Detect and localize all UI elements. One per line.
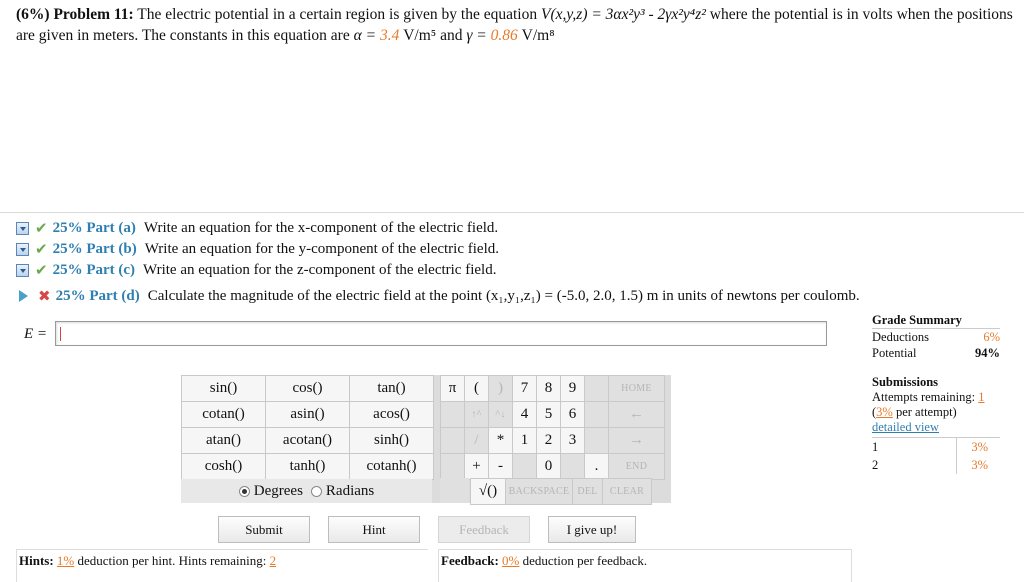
radians-option[interactable]: [311, 483, 374, 500]
math-keypad: [181, 375, 671, 503]
key-right-arrow[interactable]: →: [609, 428, 664, 453]
key-acotan[interactable]: acotan(): [266, 428, 349, 453]
part-b-text: Write an equation for the y-component of the electric field.: [144, 240, 499, 257]
key-home[interactable]: HOME: [609, 376, 664, 401]
degrees-label: Degrees: [253, 482, 303, 499]
key-end[interactable]: END: [609, 454, 664, 479]
hint-button[interactable]: Hint: [328, 516, 420, 543]
attempt-number: 1: [872, 438, 957, 456]
key-4[interactable]: 4: [513, 402, 536, 427]
potential-value: 94%: [975, 346, 1000, 360]
key-acos[interactable]: acos(): [350, 402, 433, 427]
problem-text-1: The electric potential in a certain region is given by the equation: [137, 6, 538, 23]
blank-key: [513, 454, 536, 479]
per-attempt-line: (3% per attempt): [872, 405, 957, 419]
feedback-button[interactable]: Feedback: [438, 516, 530, 543]
feedback-pct: 0%: [502, 553, 520, 568]
key-clear[interactable]: CLEAR: [603, 479, 651, 504]
submit-button[interactable]: Submit: [218, 516, 310, 543]
part-c-row[interactable]: [16, 260, 496, 280]
blank-key: [585, 402, 608, 427]
number-keys: [440, 375, 665, 480]
and-word: and: [440, 27, 463, 44]
problem-equation: V(x,y,z) = 3αx²y³ - 2γx²y⁴z²: [541, 6, 706, 23]
key-0[interactable]: 0: [537, 454, 560, 479]
key-atan[interactable]: atan(): [182, 428, 265, 453]
problem-title: Problem 11:: [53, 6, 134, 23]
part-b-label[interactable]: 25% Part (b): [52, 240, 137, 257]
key-sin[interactable]: sin(): [182, 376, 265, 401]
key-tan[interactable]: tan(): [350, 376, 433, 401]
radio-selected-icon[interactable]: [239, 486, 250, 497]
expand-icon[interactable]: [16, 264, 29, 277]
radio-icon[interactable]: [311, 486, 322, 497]
part-a-row[interactable]: [16, 218, 498, 238]
key-asin[interactable]: asin(): [266, 402, 349, 427]
expand-icon[interactable]: [16, 243, 29, 256]
per-attempt-text: per attempt): [895, 405, 957, 419]
blank-key: [441, 454, 464, 479]
key-left-arrow[interactable]: ←: [609, 402, 664, 427]
part-c-label[interactable]: 25% Part (c): [52, 261, 136, 278]
attempts-line: [872, 390, 1000, 405]
angle-mode: [181, 479, 432, 503]
key-multiply[interactable]: *: [489, 428, 512, 453]
key-open-paren[interactable]: (: [465, 376, 488, 401]
part-b-row[interactable]: [16, 239, 499, 259]
blank-key: [585, 428, 608, 453]
divider: [0, 212, 1024, 213]
key-8[interactable]: 8: [537, 376, 560, 401]
blank-key: [441, 428, 464, 453]
key-tanh[interactable]: tanh(): [266, 454, 349, 479]
part-d-row[interactable]: [16, 286, 860, 306]
attempt-pct: 3%: [971, 440, 988, 454]
gamma-symbol: γ =: [466, 27, 487, 44]
table-row: [872, 438, 1000, 456]
hints-panel: [16, 549, 428, 582]
submissions-title: Submissions: [872, 375, 939, 389]
key-superscript-up[interactable]: ↑^: [465, 402, 488, 427]
detailed-view-link[interactable]: detailed view: [872, 420, 939, 434]
blank-key: [585, 376, 608, 401]
key-plus[interactable]: +: [465, 454, 488, 479]
deductions-value: 6%: [983, 330, 1000, 344]
key-7[interactable]: 7: [513, 376, 536, 401]
potential-row: [872, 345, 1000, 361]
problem-weight: (6%): [16, 6, 50, 23]
potential-label: Potential: [872, 346, 917, 360]
key-1[interactable]: 1: [513, 428, 536, 453]
key-5[interactable]: 5: [537, 402, 560, 427]
key-dot[interactable]: .: [585, 454, 608, 479]
problem-text-2: where the potential is in volts when the positions are given in meters. The constants in this equation are: [16, 6, 1013, 44]
alpha-value: 3.4: [379, 27, 400, 44]
attempt-pct: 3%: [971, 458, 988, 472]
grade-summary-title: Grade Summary: [872, 312, 1000, 329]
key-cotan[interactable]: cotan(): [182, 402, 265, 427]
keypad-filler: [440, 478, 469, 503]
alpha-unit: V/m⁵: [403, 27, 437, 44]
submissions-table: [872, 437, 1000, 474]
hints-label: Hints:: [19, 553, 54, 568]
hints-text: deduction per hint. Hints remaining:: [77, 553, 267, 568]
expand-icon[interactable]: [16, 222, 29, 235]
blank-key: [561, 454, 584, 479]
feedback-label: Feedback:: [441, 553, 499, 568]
feedback-text: deduction per feedback.: [522, 553, 648, 568]
part-c-text: Write an equation for the z-component of the electric field.: [143, 261, 497, 278]
check-icon: ✔: [35, 219, 48, 237]
answer-label: E =: [24, 326, 48, 342]
key-3[interactable]: 3: [561, 428, 584, 453]
gamma-unit: V/m⁸: [521, 27, 555, 44]
hints-remaining: 2: [269, 553, 277, 568]
key-minus[interactable]: -: [489, 454, 512, 479]
key-sqrt[interactable]: √(): [471, 479, 505, 504]
gamma-value: 0.86: [490, 27, 518, 44]
part-a-text: Write an equation for the x-component of the electric field.: [143, 219, 499, 236]
problem-statement: [16, 4, 1016, 46]
cross-icon: ✖: [38, 287, 51, 305]
attempt-number: 2: [872, 456, 957, 474]
grade-summary: [872, 312, 1000, 361]
key-2[interactable]: 2: [537, 428, 560, 453]
attempts-value: 1: [978, 390, 985, 404]
check-icon: ✔: [35, 240, 48, 258]
key-cos[interactable]: cos(): [266, 376, 349, 401]
feedback-panel: [438, 549, 852, 582]
key-6[interactable]: 6: [561, 402, 584, 427]
deductions-row: [872, 329, 1000, 345]
text-caret: [60, 327, 61, 341]
part-d-text: Calculate the magnitude of the electric field at the point (x₁,y₁,z₁) = (-5.0, 2.0, 1.5) m in units of newtons per coulomb.: [147, 287, 860, 304]
part-a-label[interactable]: 25% Part (a): [52, 219, 136, 236]
key-sinh[interactable]: sinh(): [350, 428, 433, 453]
table-row: [872, 456, 1000, 474]
alpha-symbol: α =: [353, 27, 377, 44]
play-icon: [19, 290, 28, 302]
key-9[interactable]: 9: [561, 376, 584, 401]
give-up-button[interactable]: I give up!: [548, 516, 636, 543]
degrees-option[interactable]: [239, 483, 303, 500]
submissions-panel: [872, 375, 1000, 474]
hints-pct: 1%: [56, 553, 75, 568]
edit-keys: [470, 478, 652, 505]
key-cosh[interactable]: cosh(): [182, 454, 265, 479]
blank-key: [441, 402, 464, 427]
check-icon: ✔: [35, 261, 48, 279]
per-attempt-pct: 3%: [876, 405, 893, 419]
key-pi[interactable]: π: [441, 376, 464, 401]
attempts-label: Attempts remaining:: [872, 390, 976, 404]
key-cotanh[interactable]: cotanh(): [350, 454, 433, 479]
key-del[interactable]: DEL: [573, 479, 602, 504]
key-divide[interactable]: /: [465, 428, 488, 453]
key-superscript-down[interactable]: ^↓: [489, 402, 512, 427]
part-d-label[interactable]: 25% Part (d): [55, 287, 140, 304]
key-close-paren[interactable]: ): [489, 376, 512, 401]
function-keys: [181, 375, 434, 480]
answer-input[interactable]: [55, 321, 827, 346]
deductions-label: Deductions: [872, 330, 929, 344]
key-backspace[interactable]: BACKSPACE: [506, 479, 572, 504]
radians-label: Radians: [325, 482, 375, 499]
